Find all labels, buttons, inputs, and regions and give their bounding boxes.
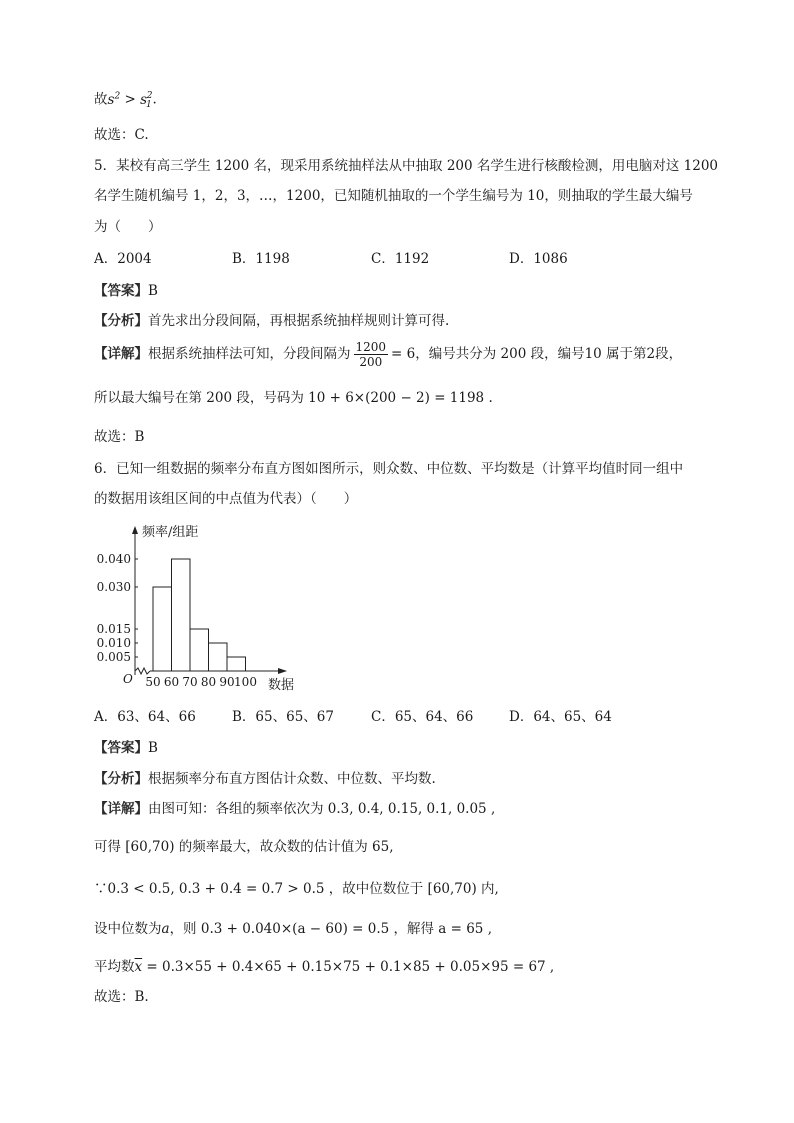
y-tick-label: 0.030 — [96, 580, 131, 594]
s1-squared: $s_1^2$ — [140, 91, 153, 111]
x-tick-label: 70 — [182, 675, 198, 689]
variance-conclusion: 故$s^2 > s_1^2$. — [94, 91, 157, 111]
q6-option-c: C．65、64、66 — [371, 709, 474, 725]
s-squared: $s^2$ — [107, 91, 121, 108]
q6-detail-line1: 【详解】由图可知：各组的频率依次为 0.3, 0.4, 0.15, 0.1, 0.05 , — [94, 801, 496, 817]
histogram-bar — [153, 587, 172, 671]
y-axis-arrow — [132, 526, 138, 534]
fraction: $\frac{1200}{200}$ — [355, 340, 387, 369]
q6-option-d: D．64、65、64 — [509, 709, 612, 725]
q5-stem-line1: 5．某校有高三学生 1200 名，现采用系统抽样法从中抽取 200 名学生进行核酸检测，用电脑对这 1200 — [94, 158, 719, 174]
origin-label: O — [123, 672, 133, 686]
q5-detail-line1: 【详解】根据系统抽样法可知，分段间隔为 $\frac{1200}{200}$ = 6，编号共分为 200 段，编号10 属于第2段， — [94, 340, 683, 369]
y-tick-label: 0.040 — [96, 552, 131, 566]
q5-detail-line2: 所以最大编号在第 200 段，号码为 10 + 6×(200 − 2) = 1198 . — [94, 390, 493, 406]
q5-option-c: C．1192 — [371, 251, 430, 267]
answer-tag: 【答案】 — [94, 740, 148, 756]
q6-option-b: B．65、65、67 — [232, 709, 334, 725]
y-tick-label: 0.010 — [96, 636, 131, 650]
detail-tag: 【详解】 — [94, 801, 148, 817]
axis-break — [135, 668, 150, 674]
q6-conclusion: 故选：B. — [94, 989, 149, 1005]
x-tick-label: 60 — [163, 675, 180, 689]
x-tick-label: 90 — [219, 675, 235, 689]
y-axis-label: 频率/组距 — [142, 525, 199, 540]
previous-conclusion: 故选：C. — [94, 127, 149, 143]
q5-answer: 【答案】B — [94, 283, 158, 299]
x-axis-label: 数据 — [268, 678, 295, 693]
q6-detail-line4: 设中位数为a，则 0.3 + 0.040×(a − 60) = 0.5 ，解得 a = 65 , — [94, 921, 492, 937]
analysis-tag: 【分析】 — [94, 771, 148, 787]
q6-detail-line5: 平均数$\overline{x} = 0.3\times 55 + 0.4\times 65 + 0.15\times 75 + 0.1\times 85 + 0.05\times 95 = 67$ , — [94, 959, 555, 975]
q6-analysis: 【分析】根据频率分布直方图估计众数、中位数、平均数. — [94, 771, 436, 787]
q5-analysis: 【分析】首先求出分段间隔，再根据系统抽样规则计算可得. — [94, 313, 450, 329]
q6-stem-line1: 6．已知一组数据的频率分布直方图如图所示，则众数、中位数、平均数是（计算平均值时同一组中 — [94, 461, 684, 477]
x-tick-label: 80 — [200, 675, 217, 689]
x-tick-label: 100 — [234, 675, 257, 689]
q5-stem-line3: 为（ ） — [94, 219, 162, 235]
histogram-bar — [209, 643, 228, 671]
q6-stem-line2: 的数据用该组区间的中点值为代表）（ ） — [94, 491, 358, 507]
histogram-bar — [172, 559, 191, 671]
analysis-tag: 【分析】 — [94, 313, 148, 329]
q5-option-a: A．2004 — [94, 251, 152, 267]
q5-stem-line2: 名学生随机编号 1，2，3，…，1200，已知随机抽取的一个学生编号为 10，则抽取的学生最大编号 — [94, 188, 693, 204]
y-tick-label: 0.005 — [96, 650, 131, 664]
histogram-bar — [227, 657, 246, 671]
q6-detail-line3: ∵0.3 < 0.5, 0.3 + 0.4 = 0.7 > 0.5 ，故中位数位于 [60,70) 内, — [94, 881, 499, 897]
q5-option-d: D．1086 — [509, 251, 568, 267]
q6-option-a: A．63、64、66 — [94, 709, 196, 725]
detail-tag: 【详解】 — [94, 346, 148, 362]
q6-answer: 【答案】B — [94, 740, 158, 756]
x-bar: $\overline{x}$ — [134, 959, 143, 975]
answer-tag: 【答案】 — [94, 283, 148, 299]
x-tick-label: 50 — [145, 675, 161, 689]
q5-conclusion: 故选：B — [94, 429, 145, 445]
q6-detail-line2: 可得 [60,70) 的频率最大，故众数的估计值为 65, — [94, 839, 394, 855]
q5-option-b: B．1198 — [232, 251, 290, 267]
x-axis-arrow — [278, 668, 287, 674]
frequency-histogram — [90, 518, 310, 696]
histogram-bar — [190, 629, 209, 671]
y-tick-label: 0.015 — [96, 622, 131, 636]
